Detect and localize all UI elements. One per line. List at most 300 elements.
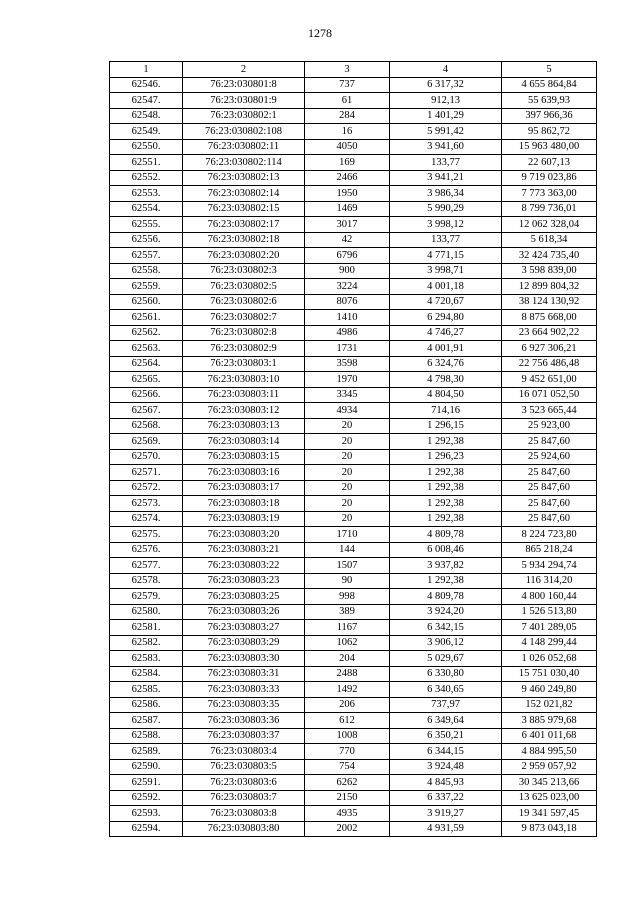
table-row	[110, 108, 597, 124]
table-row	[110, 496, 597, 512]
specific-value-cell: 3 998,71	[390, 263, 502, 279]
cadastral-number-cell: 76:23:030803:17	[183, 480, 305, 496]
specific-value-cell: 6 337,22	[390, 790, 502, 806]
row-number-cell: 62548.	[110, 108, 183, 124]
specific-value-cell: 5 990,29	[390, 201, 502, 217]
cadastral-value-cell: 22 607,13	[502, 155, 597, 171]
area-cell: 4934	[305, 403, 390, 419]
row-number-cell: 62592.	[110, 790, 183, 806]
cadastral-value-cell: 6 927 306,21	[502, 341, 597, 357]
cadastral-value-cell: 4 884 995,50	[502, 744, 597, 760]
cadastral-value-cell: 32 424 735,40	[502, 248, 597, 264]
area-cell: 20	[305, 449, 390, 465]
cadastral-number-cell: 76:23:030803:11	[183, 387, 305, 403]
cadastral-value-cell: 9 873 043,18	[502, 821, 597, 837]
table-row	[110, 558, 597, 574]
specific-value-cell: 4 798,30	[390, 372, 502, 388]
area-cell: 1710	[305, 527, 390, 543]
row-number-cell: 62558.	[110, 263, 183, 279]
specific-value-cell: 3 998,12	[390, 217, 502, 233]
row-number-cell: 62572.	[110, 480, 183, 496]
area-cell: 206	[305, 697, 390, 713]
cadastral-number-cell: 76:23:030801:9	[183, 93, 305, 109]
row-number-cell: 62557.	[110, 248, 183, 264]
table-row	[110, 806, 597, 822]
specific-value-cell: 6 340,65	[390, 682, 502, 698]
cadastral-number-cell: 76:23:030803:23	[183, 573, 305, 589]
cadastral-value-cell: 4 655 864,84	[502, 77, 597, 93]
cadastral-value-cell: 397 966,36	[502, 108, 597, 124]
table-row	[110, 775, 597, 791]
cadastral-value-cell: 4 800 160,44	[502, 589, 597, 605]
cadastral-number-cell: 76:23:030803:14	[183, 434, 305, 450]
cadastral-value-cell: 25 923,00	[502, 418, 597, 434]
table-row	[110, 201, 597, 217]
table-row	[110, 682, 597, 698]
cadastral-value-cell: 6 401 011,68	[502, 728, 597, 744]
cadastral-value-cell: 2 959 057,92	[502, 759, 597, 775]
specific-value-cell: 3 906,12	[390, 635, 502, 651]
cadastral-number-cell: 76:23:030803:25	[183, 589, 305, 605]
table-row	[110, 124, 597, 140]
cadastral-number-cell: 76:23:030802:18	[183, 232, 305, 248]
specific-value-cell: 6 349,64	[390, 713, 502, 729]
row-number-cell: 62554.	[110, 201, 183, 217]
cadastral-number-cell: 76:23:030803:29	[183, 635, 305, 651]
cadastral-value-cell: 25 847,60	[502, 434, 597, 450]
specific-value-cell: 3 937,82	[390, 558, 502, 574]
specific-value-cell: 4 746,27	[390, 325, 502, 341]
area-cell: 20	[305, 480, 390, 496]
table-row	[110, 620, 597, 636]
cadastral-value-cell: 7 773 363,00	[502, 186, 597, 202]
cadastral-value-cell: 55 639,93	[502, 93, 597, 109]
row-number-cell: 62574.	[110, 511, 183, 527]
specific-value-cell: 4 804,50	[390, 387, 502, 403]
specific-value-cell: 1 292,38	[390, 480, 502, 496]
table-row	[110, 527, 597, 543]
specific-value-cell: 1 401,29	[390, 108, 502, 124]
table-row	[110, 573, 597, 589]
table-row	[110, 387, 597, 403]
area-cell: 1008	[305, 728, 390, 744]
cadastral-number-cell: 76:23:030803:26	[183, 604, 305, 620]
cadastral-number-cell: 76:23:030802:6	[183, 294, 305, 310]
cadastral-number-cell: 76:23:030802:20	[183, 248, 305, 264]
specific-value-cell: 4 001,18	[390, 279, 502, 295]
area-cell: 20	[305, 465, 390, 481]
table-row	[110, 589, 597, 605]
specific-value-cell: 4 809,78	[390, 589, 502, 605]
area-cell: 1410	[305, 310, 390, 326]
cadastral-value-cell: 5 934 294,74	[502, 558, 597, 574]
row-number-cell: 62593.	[110, 806, 183, 822]
row-number-cell: 62587.	[110, 713, 183, 729]
specific-value-cell: 5 991,42	[390, 124, 502, 140]
area-cell: 1950	[305, 186, 390, 202]
table-row	[110, 356, 597, 372]
table-row	[110, 759, 597, 775]
specific-value-cell: 1 292,38	[390, 434, 502, 450]
area-cell: 42	[305, 232, 390, 248]
specific-value-cell: 6 294,80	[390, 310, 502, 326]
specific-value-cell: 714,16	[390, 403, 502, 419]
specific-value-cell: 6 344,15	[390, 744, 502, 760]
table-row	[110, 821, 597, 837]
row-number-cell: 62573.	[110, 496, 183, 512]
area-cell: 1970	[305, 372, 390, 388]
cadastral-number-cell: 76:23:030803:35	[183, 697, 305, 713]
table-body	[110, 77, 597, 837]
cadastral-number-cell: 76:23:030802:3	[183, 263, 305, 279]
area-cell: 754	[305, 759, 390, 775]
area-cell: 900	[305, 263, 390, 279]
cadastral-value-cell: 3 598 839,00	[502, 263, 597, 279]
row-number-cell: 62586.	[110, 697, 183, 713]
row-number-cell: 62552.	[110, 170, 183, 186]
specific-value-cell: 133,77	[390, 232, 502, 248]
specific-value-cell: 5 029,67	[390, 651, 502, 667]
cadastral-number-cell: 76:23:030803:13	[183, 418, 305, 434]
row-number-cell: 62563.	[110, 341, 183, 357]
specific-value-cell: 1 292,38	[390, 573, 502, 589]
cadastral-value-cell: 16 071 052,50	[502, 387, 597, 403]
cadastral-number-cell: 76:23:030802:108	[183, 124, 305, 140]
table-row	[110, 465, 597, 481]
table-row	[110, 666, 597, 682]
area-cell: 2150	[305, 790, 390, 806]
table-row	[110, 480, 597, 496]
cadastral-value-cell: 116 314,20	[502, 573, 597, 589]
cadastral-number-cell: 76:23:030803:5	[183, 759, 305, 775]
row-number-cell: 62578.	[110, 573, 183, 589]
cadastral-number-cell: 76:23:030803:36	[183, 713, 305, 729]
row-number-cell: 62547.	[110, 93, 183, 109]
table-row	[110, 217, 597, 233]
specific-value-cell: 3 986,34	[390, 186, 502, 202]
row-number-cell: 62594.	[110, 821, 183, 837]
specific-value-cell: 133,77	[390, 155, 502, 171]
table-row	[110, 294, 597, 310]
area-cell: 1062	[305, 635, 390, 651]
cadastral-number-cell: 76:23:030803:1	[183, 356, 305, 372]
cadastral-value-cell: 19 341 597,45	[502, 806, 597, 822]
table-row	[110, 372, 597, 388]
cadastral-number-cell: 76:23:030803:18	[183, 496, 305, 512]
table-row	[110, 139, 597, 155]
cadastral-value-cell: 30 345 213,66	[502, 775, 597, 791]
cadastral-value-cell: 9 460 249,80	[502, 682, 597, 698]
row-number-cell: 62566.	[110, 387, 183, 403]
cadastral-number-cell: 76:23:030803:31	[183, 666, 305, 682]
table-row	[110, 418, 597, 434]
row-number-cell: 62590.	[110, 759, 183, 775]
table-row	[110, 341, 597, 357]
column-header-3: 3	[305, 62, 390, 78]
area-cell: 16	[305, 124, 390, 140]
column-header-2: 2	[183, 62, 305, 78]
area-cell: 3345	[305, 387, 390, 403]
cadastral-value-cell: 865 218,24	[502, 542, 597, 558]
cadastral-number-cell: 76:23:030803:27	[183, 620, 305, 636]
cadastral-number-cell: 76:23:030803:30	[183, 651, 305, 667]
area-cell: 1167	[305, 620, 390, 636]
cadastral-value-cell: 95 862,72	[502, 124, 597, 140]
specific-value-cell: 6 317,32	[390, 77, 502, 93]
cadastral-value-cell: 25 924,60	[502, 449, 597, 465]
cadastral-value-cell: 8 875 668,00	[502, 310, 597, 326]
area-cell: 1731	[305, 341, 390, 357]
table-row	[110, 403, 597, 419]
table-row	[110, 232, 597, 248]
cadastral-number-cell: 76:23:030803:12	[183, 403, 305, 419]
cadastral-number-cell: 76:23:030803:6	[183, 775, 305, 791]
table-row	[110, 697, 597, 713]
area-cell: 1492	[305, 682, 390, 698]
cadastral-number-cell: 76:23:030803:19	[183, 511, 305, 527]
specific-value-cell: 6 350,21	[390, 728, 502, 744]
table-row	[110, 744, 597, 760]
area-cell: 4050	[305, 139, 390, 155]
cadastral-number-cell: 76:23:030802:11	[183, 139, 305, 155]
cadastral-number-cell: 76:23:030802:8	[183, 325, 305, 341]
table-row	[110, 713, 597, 729]
table-row	[110, 325, 597, 341]
table-row	[110, 155, 597, 171]
area-cell: 1469	[305, 201, 390, 217]
table-row	[110, 604, 597, 620]
row-number-cell: 62580.	[110, 604, 183, 620]
cadastral-number-cell: 76:23:030801:8	[183, 77, 305, 93]
specific-value-cell: 1 292,38	[390, 465, 502, 481]
specific-value-cell: 3 941,21	[390, 170, 502, 186]
row-number-cell: 62577.	[110, 558, 183, 574]
area-cell: 20	[305, 418, 390, 434]
area-cell: 284	[305, 108, 390, 124]
table-row	[110, 511, 597, 527]
cadastral-number-cell: 76:23:030802:1	[183, 108, 305, 124]
area-cell: 20	[305, 434, 390, 450]
row-number-cell: 62585.	[110, 682, 183, 698]
cadastral-value-cell: 25 847,60	[502, 465, 597, 481]
row-number-cell: 62576.	[110, 542, 183, 558]
cadastral-number-cell: 76:23:030802:114	[183, 155, 305, 171]
column-header-5: 5	[502, 62, 597, 78]
page-number: 1278	[308, 26, 332, 40]
area-cell: 612	[305, 713, 390, 729]
row-number-cell: 62553.	[110, 186, 183, 202]
row-number-cell: 62569.	[110, 434, 183, 450]
table-row	[110, 263, 597, 279]
row-number-cell: 62568.	[110, 418, 183, 434]
table-row	[110, 651, 597, 667]
cadastral-number-cell: 76:23:030803:4	[183, 744, 305, 760]
area-cell: 3598	[305, 356, 390, 372]
table-row	[110, 93, 597, 109]
row-number-cell: 62571.	[110, 465, 183, 481]
cadastral-number-cell: 76:23:030803:15	[183, 449, 305, 465]
cadastral-number-cell: 76:23:030803:10	[183, 372, 305, 388]
table-row	[110, 186, 597, 202]
cadastral-value-cell: 9 452 651,00	[502, 372, 597, 388]
cadastral-number-cell: 76:23:030803:16	[183, 465, 305, 481]
cadastral-value-cell: 25 847,60	[502, 480, 597, 496]
table-row	[110, 434, 597, 450]
cadastral-number-cell: 76:23:030802:14	[183, 186, 305, 202]
row-number-cell: 62582.	[110, 635, 183, 651]
area-cell: 389	[305, 604, 390, 620]
area-cell: 6796	[305, 248, 390, 264]
area-cell: 3224	[305, 279, 390, 295]
table-row	[110, 310, 597, 326]
row-number-cell: 62567.	[110, 403, 183, 419]
specific-value-cell: 1 296,23	[390, 449, 502, 465]
specific-value-cell: 3 924,20	[390, 604, 502, 620]
cadastral-value-cell: 1 026 052,68	[502, 651, 597, 667]
specific-value-cell: 3 919,27	[390, 806, 502, 822]
row-number-cell: 62560.	[110, 294, 183, 310]
row-number-cell: 62575.	[110, 527, 183, 543]
area-cell: 2002	[305, 821, 390, 837]
specific-value-cell: 4 809,78	[390, 527, 502, 543]
specific-value-cell: 4 001,91	[390, 341, 502, 357]
table-row	[110, 728, 597, 744]
table-row	[110, 635, 597, 651]
cadastral-number-cell: 76:23:030802:9	[183, 341, 305, 357]
row-number-cell: 62555.	[110, 217, 183, 233]
cadastral-value-cell: 15 963 480,00	[502, 139, 597, 155]
specific-value-cell: 6 324,76	[390, 356, 502, 372]
row-number-cell: 62562.	[110, 325, 183, 341]
row-number-cell: 62546.	[110, 77, 183, 93]
table-header-row	[110, 62, 597, 78]
row-number-cell: 62556.	[110, 232, 183, 248]
table-row	[110, 449, 597, 465]
area-cell: 3017	[305, 217, 390, 233]
row-number-cell: 62550.	[110, 139, 183, 155]
area-cell: 737	[305, 77, 390, 93]
cadastral-value-cell: 15 751 030,40	[502, 666, 597, 682]
table-row	[110, 279, 597, 295]
specific-value-cell: 1 292,38	[390, 511, 502, 527]
cadastral-value-cell: 3 885 979,68	[502, 713, 597, 729]
cadastral-value-cell: 38 124 130,92	[502, 294, 597, 310]
area-cell: 4935	[305, 806, 390, 822]
cadastral-number-cell: 76:23:030803:21	[183, 542, 305, 558]
area-cell: 770	[305, 744, 390, 760]
row-number-cell: 62561.	[110, 310, 183, 326]
cadastral-number-cell: 76:23:030802:15	[183, 201, 305, 217]
row-number-cell: 62591.	[110, 775, 183, 791]
area-cell: 61	[305, 93, 390, 109]
specific-value-cell: 6 008,46	[390, 542, 502, 558]
cadastral-number-cell: 76:23:030803:80	[183, 821, 305, 837]
cadastral-value-cell: 8 799 736,01	[502, 201, 597, 217]
area-cell: 90	[305, 573, 390, 589]
table-row	[110, 170, 597, 186]
cadastral-value-cell: 9 719 023,86	[502, 170, 597, 186]
cadastral-number-cell: 76:23:030802:7	[183, 310, 305, 326]
specific-value-cell: 4 771,15	[390, 248, 502, 264]
table-row	[110, 248, 597, 264]
cadastral-value-cell: 13 625 023,00	[502, 790, 597, 806]
cadastral-number-cell: 76:23:030803:20	[183, 527, 305, 543]
cadastral-value-cell: 3 523 665,44	[502, 403, 597, 419]
row-number-cell: 62551.	[110, 155, 183, 171]
specific-value-cell: 1 296,15	[390, 418, 502, 434]
cadastral-value-cell: 25 847,60	[502, 496, 597, 512]
row-number-cell: 62583.	[110, 651, 183, 667]
table-row	[110, 790, 597, 806]
cadastral-number-cell: 76:23:030803:7	[183, 790, 305, 806]
area-cell: 998	[305, 589, 390, 605]
row-number-cell: 62564.	[110, 356, 183, 372]
cadastral-value-cell: 25 847,60	[502, 511, 597, 527]
area-cell: 2488	[305, 666, 390, 682]
area-cell: 20	[305, 496, 390, 512]
row-number-cell: 62588.	[110, 728, 183, 744]
table-row	[110, 77, 597, 93]
column-header-1: 1	[110, 62, 183, 78]
row-number-cell: 62565.	[110, 372, 183, 388]
specific-value-cell: 737,97	[390, 697, 502, 713]
area-cell: 4986	[305, 325, 390, 341]
row-number-cell: 62549.	[110, 124, 183, 140]
area-cell: 169	[305, 155, 390, 171]
area-cell: 204	[305, 651, 390, 667]
specific-value-cell: 1 292,38	[390, 496, 502, 512]
cadastral-number-cell: 76:23:030803:22	[183, 558, 305, 574]
specific-value-cell: 3 941,60	[390, 139, 502, 155]
cadastral-value-cell: 12 062 328,04	[502, 217, 597, 233]
cadastral-value-cell: 5 618,34	[502, 232, 597, 248]
cadastral-number-cell: 76:23:030802:13	[183, 170, 305, 186]
column-header-4: 4	[390, 62, 502, 78]
area-cell: 2466	[305, 170, 390, 186]
cadastral-number-cell: 76:23:030802:17	[183, 217, 305, 233]
area-cell: 1507	[305, 558, 390, 574]
row-number-cell: 62559.	[110, 279, 183, 295]
cadastral-value-cell: 22 756 486,48	[502, 356, 597, 372]
specific-value-cell: 912,13	[390, 93, 502, 109]
specific-value-cell: 4 845,93	[390, 775, 502, 791]
area-cell: 6262	[305, 775, 390, 791]
cadastral-value-cell: 8 224 723,80	[502, 527, 597, 543]
cadastral-value-cell: 1 526 513,80	[502, 604, 597, 620]
cadastral-number-cell: 76:23:030803:8	[183, 806, 305, 822]
row-number-cell: 62579.	[110, 589, 183, 605]
specific-value-cell: 6 330,80	[390, 666, 502, 682]
cadastral-value-cell: 23 664 902,22	[502, 325, 597, 341]
cadastral-number-cell: 76:23:030803:33	[183, 682, 305, 698]
cadastral-value-table	[109, 61, 597, 837]
row-number-cell: 62589.	[110, 744, 183, 760]
row-number-cell: 62570.	[110, 449, 183, 465]
specific-value-cell: 4 931,59	[390, 821, 502, 837]
table-row	[110, 542, 597, 558]
area-cell: 20	[305, 511, 390, 527]
cadastral-number-cell: 76:23:030802:5	[183, 279, 305, 295]
specific-value-cell: 3 924,48	[390, 759, 502, 775]
specific-value-cell: 6 342,15	[390, 620, 502, 636]
cadastral-value-cell: 4 148 299,44	[502, 635, 597, 651]
area-cell: 8076	[305, 294, 390, 310]
row-number-cell: 62584.	[110, 666, 183, 682]
specific-value-cell: 4 720,67	[390, 294, 502, 310]
row-number-cell: 62581.	[110, 620, 183, 636]
area-cell: 144	[305, 542, 390, 558]
cadastral-number-cell: 76:23:030803:37	[183, 728, 305, 744]
